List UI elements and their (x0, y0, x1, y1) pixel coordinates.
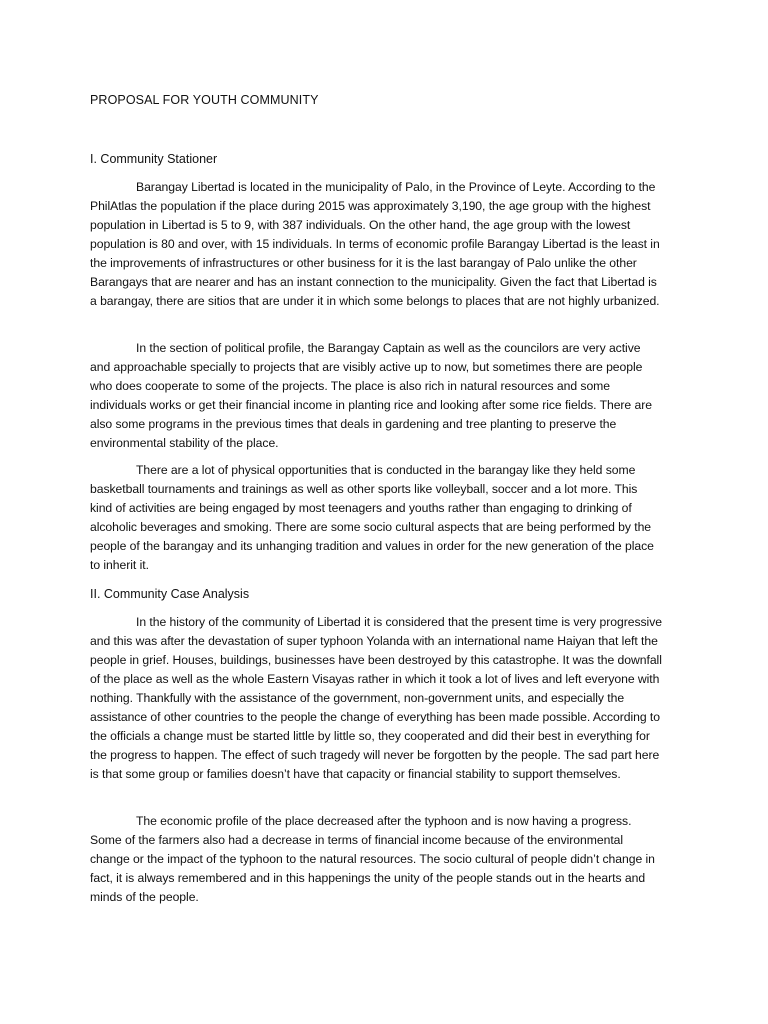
paragraph: The economic profile of the place decreased after the typhoon and is now having a progress. Some of the farmers also had a decrease in terms of financial income because of the environmental change or the impact of the typhoon to the natural resources. The socio cultural of people didn’t change in fact, it is always remembered and in this happenings the unity of the people stands out in the hearts and minds of the people. (90, 814, 655, 904)
section-heading-community-case-analysis: II. Community Case Analysis (90, 587, 250, 601)
paragraph: In the history of the community of Libertad it is considered that the present time is very progressive and this was after the devastation of super typhoon Yolanda with an international name Haiyan that left the people in grief. Houses, buildings, businesses have been destroyed by this catastrophe. It was the downfall of the place as well as the whole Eastern Visayas rather in which it took a lot of lives and left everyone with nothing. Thankfully with the assistance of the government, non-government units, and especially the assistance of other countries to the people the change of everything has been made possible. According to the officials a change must be started little by little so, they cooperated and did their best in everything for the progress to happen. The effect of such tragedy will never be forgotten by the people. The sad part here is that some group or families doesn’t have that capacity or financial stability to support themselves. (90, 615, 662, 781)
paragraph: Barangay Libertad is located in the municipality of Palo, in the Province of Leyte. According to the PhilAtlas the population if the place during 2015 was approximately 3,190, the age group with the highest population in Libertad is 5 to 9, with 387 individuals. On the other hand, the age group with the lowest population is 80 and over, with 15 individuals. In terms of economic profile Barangay Libertad is the least in the improvements of infrastructures or other business for it is the last barangay of Palo unlike the other Barangays that are nearer and has an instant connection to the municipality. Given the fact that Libertad is a barangay, there are sitios that are under it in which some belongs to places that are not highly urbanized. (90, 180, 660, 308)
document-title: PROPOSAL FOR YOUTH COMMUNITY (90, 93, 319, 107)
section-heading-community-stationer: I. Community Stationer (90, 152, 218, 166)
paragraph: There are a lot of physical opportunities that is conducted in the barangay like they held some basketball tournaments and trainings as well as other sports like volleyball, soccer and a lot more. This kind of activities are being engaged by most teenagers and youths rather than engaging to drinking of alcoholic beverages and smoking. There are some socio cultural aspects that are being performed by the people of the barangay and its unhanging tradition and values in order for the new generation of the place to inherit it. (90, 463, 654, 572)
paragraph: In the section of political profile, the Barangay Captain as well as the councilors are very active and approachable specially to projects that are visibly active up to now, but sometimes there are people who does cooperate to some of the projects. The place is also rich in natural resources and some individuals works or get their financial income in planting rice and looking after some rice fields. There are also some programs in the previous times that deals in gardening and tree planting to preserve the environmental stability of the place. (90, 341, 652, 450)
